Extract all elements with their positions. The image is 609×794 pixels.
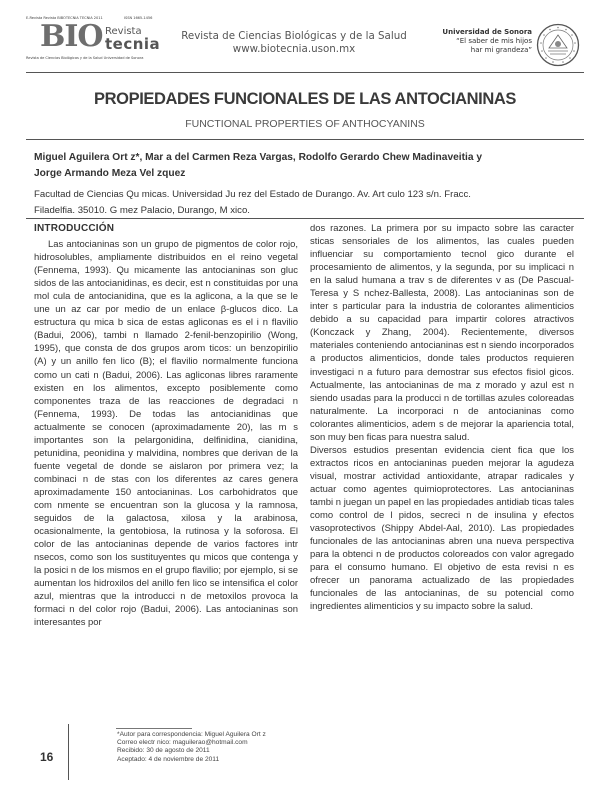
logo-bio-text: BIO [40, 19, 103, 54]
journal-url[interactable]: www.biotecnia.uson.mx [232, 43, 356, 55]
correspondence-footnote [117, 731, 357, 764]
paragraph: Las antocianinas son un grupo de pigmentos de color rojo, hidrosolubles, ampliamente distribuidos en el reino vegetal (Fennema, 1993). Qu micamente las antocianinas son gluc sidos de las antocianidinas, es decir, est n constituidas por una mol cula de antocianidina, que es la aglicona, a la que se le une un az car por medio de un enlace β-glucos dico. La estructura qu mica b sica de estas agliconas es el i n flavilio (Badui, 2006), tambi n llamado 2-fenil-benzopirilio (Wong, 1995), que consta de dos grupos arom ticos: un benzopirilio (A) y un anillo fen lico (B); el flavilio normalmente funciona como un cati n (Badui, 2006). Las agliconas libres raramente existen en los alimentos, excepto posiblemente como componentes traza de las reacciones de degradaci n (Fennema, 1993). De todas las antocianidinas que actualmente se conocen (aproximadamente 20), las m s importantes son la pelargonidina, delfinidina, cianidina, petunidina, peonidina y malvidina, nombres que derivan de la fuente vegetal de donde se aislaron por primera vez; la combinaci n de stas con los diferentes az cares genera aproximadamente 150 antocianinas. Los carbohidratos que com nmente se encuentran son la glucosa y la ramnosa, seguidos de la galactosa, xilosa y la arabinosa, ocasionalmente, la gentobiosa, la rutinosa y la soforosa. El color de las antocianinas depende de varios factores intr nsecos, como son los sustituyentes qu micos que contenga y la posici n de los mismos en el grupo flavilio; por ejemplo, si se aumentan los hidroxilos del anillo fen lico se intensifica el color azul, mientras que la introducci n de metoxilos provoca la formaci n del color rojo (Badui, 2006). Las antocianinas son interesantes por [34, 239, 298, 629]
logo-bottom-small-text: Revista de Ciencias Biológicas y de la Salud Universidad de Sonora [26, 56, 144, 60]
logo-issn-text: ISSN 1665-1456 [124, 16, 153, 20]
right-column [310, 222, 574, 613]
section-heading: INTRODUCCIÓN [34, 223, 115, 234]
paragraph: dos razones. La primera por su impacto sobre las caracter sticas sensoriales de los alimentos, las cuales pueden influenciar su comportamiento tecnol gico durante el procesamiento de alimentos, y la segunda, por su implicaci n en la salud humana a trav s de diferentes v as (De Pascual-Teresa y S nchez-Ballesta, 2008). Las antocianinas son de inter s particular para la industria de colorantes alimenticios debido a su capacidad para impartir colores atractivos (Konczack y Zhang, 2004). Recientemente, diversos materiales conteniendo antocianinas est n siendo incorporados a productos alimenticios, donde tales productos requieren investigaci n a futuro para demostrar sus efectos fisiol gicos. Actualmente, las antocianinas de ma z morado y azul est n siendo usadas para la producci n de tortillas azules coloreadas naturalmente. La incorporaci n de antocianinas como colorantes alimenticios, adem s de mejorar la apariencia total, son muy ben ficas para nuestra salud. [310, 223, 574, 443]
university-block [420, 28, 532, 55]
header-rule [26, 72, 584, 73]
journal-name: Revista de Ciencias Biológicas y de la Salud [181, 30, 407, 42]
logo-top-small-text: E-Revista Revista BIBOTECNIA TECNIA 2011 [26, 16, 103, 20]
journal-header [170, 30, 418, 56]
footnote-email[interactable]: Correo electr nico: maguilerao@hotmail.com [117, 739, 248, 747]
article-subtitle: FUNCTIONAL PROPERTIES OF ANTHOCYANINS [185, 118, 425, 130]
footnote-received: Recibido: 30 de agosto de 2011 [117, 747, 210, 755]
affiliation-line1: Facultad de Ciencias Qu micas. Universidad Ju rez del Estado de Durango. Av. Art culo 123 s/n. Fracc. [34, 189, 471, 200]
university-seal-icon [536, 23, 580, 67]
left-column [34, 222, 298, 629]
authors-line1: Miguel Aguilera Ort z*, Mar a del Carmen Reza Vargas, Rodolfo Gerardo Chew Madinaveitia y [34, 152, 482, 163]
university-motto-line1: “El saber de mis hijos [456, 37, 532, 45]
footnote-correspondence: *Autor para correspondencia: Miguel Aguilera Ort z [117, 731, 266, 738]
footnote-rule [116, 728, 192, 729]
authors-line2: Jorge Armando Meza Vel zquez [34, 168, 186, 179]
journal-logo [26, 16, 161, 62]
title-rule [26, 139, 584, 140]
authors-rule [26, 218, 584, 219]
logo-tecnia-text: tecnia [105, 35, 161, 53]
page-number: 16 [40, 750, 54, 764]
affiliation-line2: Filadelfia. 35010. G mez Palacio, Durango, M xico. [34, 204, 250, 216]
logo-revista-text: Revista [105, 26, 142, 37]
university-motto-line2: har mi grandeza” [470, 46, 532, 54]
footnote-accepted: Aceptado: 4 de noviembre de 2011 [117, 755, 220, 763]
university-name: Universidad de Sonora [442, 28, 532, 36]
article-title: PROPIEDADES FUNCIONALES DE LAS ANTOCIANINAS [94, 90, 516, 108]
affiliation [34, 187, 554, 218]
footer-divider [68, 724, 69, 780]
paragraph: Diversos estudios presentan evidencia cient fica que los extractos ricos en antocianinas pueden mejorar la agudeza visual, mostrar actividad antioxidante, atrapar radicales y actuar como agentes quimioprotectores. Las antocianinas tambi n juegan un papel en las propiedades antidiab ticas tales como control de l pidos, secreci n de insulina y efectos vasoprotectivos (Shippy Abdel-Aal, 2010). Las propiedades funcionales de las antocianinas abren una nueva perspectiva para la obtenci n de productos coloreados con valor agregado para el consumo humano. El objetivo de esta revisi n es ofrecer un panorama actualizado de las propiedades funcionales de las antocianinas, de su potencial como ingredientes alimenticios y su impacto sobre la salud. [310, 444, 574, 613]
author-list [34, 150, 564, 182]
